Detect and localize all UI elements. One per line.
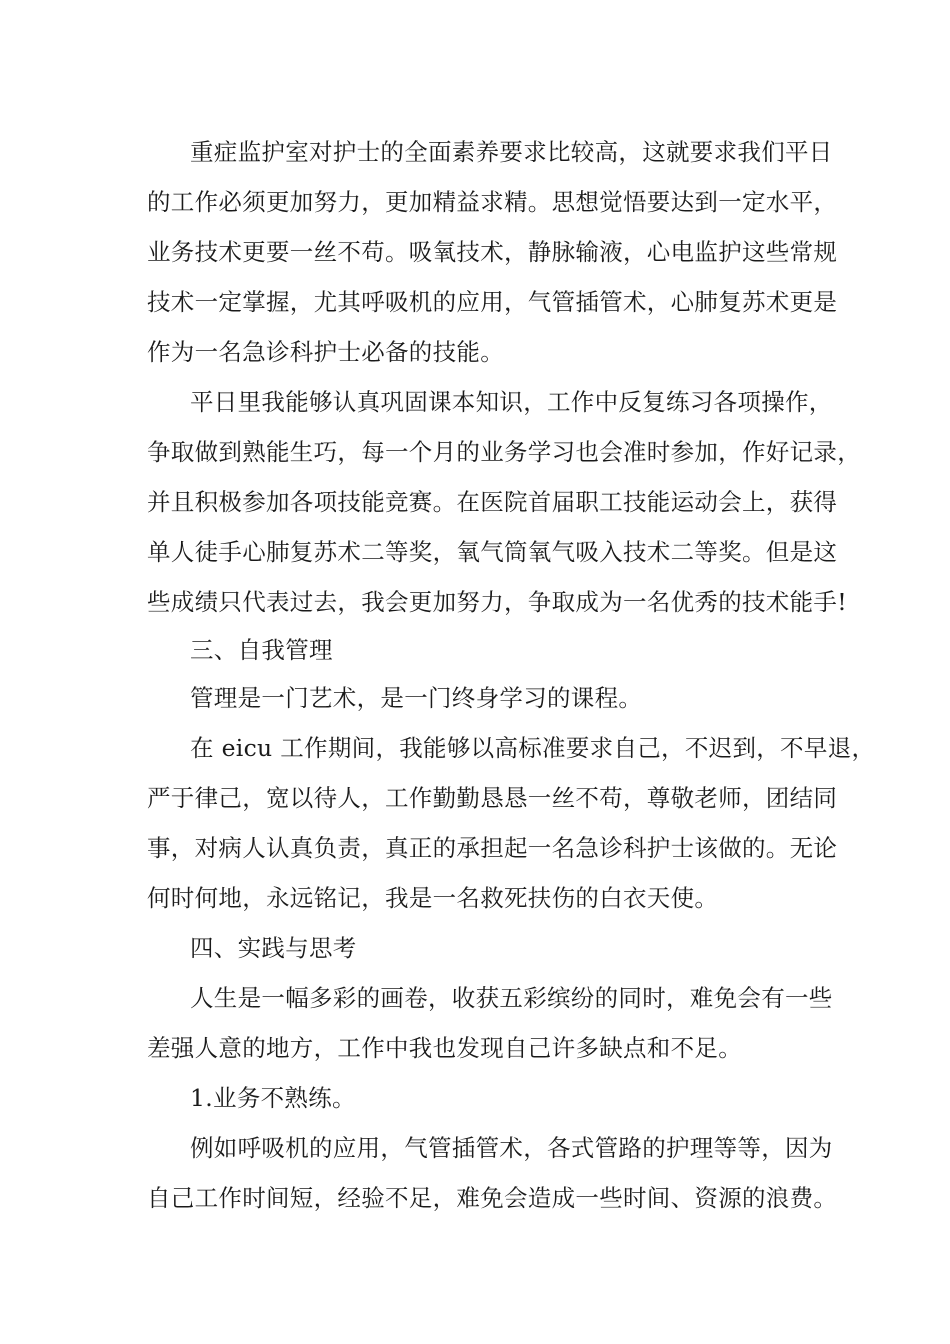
paragraph-line: 人生是一幅多彩的画卷，收获五彩缤纷的同时，难免会有一些: [190, 984, 833, 1012]
paragraph-line: 单人徒手心肺复苏术二等奖，氧气筒氧气吸入技术二等奖。但是这: [147, 538, 838, 566]
paragraph-line: 差强人意的地方，工作中我也发现自己许多缺点和不足。: [147, 1034, 742, 1062]
paragraph-line: 技术一定掌握，尤其呼吸机的应用，气管插管术，心肺复苏术更是: [147, 288, 838, 316]
paragraph-line: 在 eicu 工作期间，我能够以高标准要求自己，不迟到，不早退，: [190, 734, 876, 762]
paragraph-line: 平日里我能够认真巩固课本知识，工作中反复练习各项操作，: [190, 388, 833, 416]
paragraph-line: 严于律己，宽以待人，工作勤勤恳恳一丝不苟，尊敬老师，团结同: [147, 784, 838, 812]
paragraph-line: 业务技术更要一丝不苟。吸氧技术，静脉输液，心电监护这些常规: [147, 238, 838, 266]
paragraph-line: 些成绩只代表过去，我会更加努力，争取成为一名优秀的技术能手!: [147, 588, 847, 616]
paragraph-line: 并且积极参加各项技能竞赛。在医院首届职工技能运动会上，获得: [147, 488, 838, 516]
paragraph-line: 管理是一门艺术，是一门终身学习的课程。: [190, 684, 643, 712]
paragraph-line: 自己工作时间短，经验不足，难免会造成一些时间、资源的浪费。: [147, 1184, 838, 1212]
paragraph-line: 何时何地，永远铭记，我是一名救死扶伤的白衣天使。: [147, 884, 719, 912]
paragraph-line: 争取做到熟能生巧，每一个月的业务学习也会准时参加，作好记录，: [147, 438, 861, 466]
paragraph-line: 事，对病人认真负责，真正的承担起一名急诊科护士该做的。无论: [147, 834, 838, 862]
section-heading: 四、实践与思考: [190, 934, 357, 962]
paragraph-line: 的工作必须更加努力，更加精益求精。思想觉悟要达到一定水平，: [147, 188, 838, 216]
paragraph-line: 例如呼吸机的应用，气管插管术，各式管路的护理等等，因为: [190, 1134, 833, 1162]
paragraph-line: 重症监护室对护士的全面素养要求比较高，这就要求我们平日: [190, 138, 833, 166]
paragraph-line: 作为一名急诊科护士必备的技能。: [147, 338, 504, 366]
section-heading: 三、自我管理: [190, 636, 333, 664]
list-item-heading: 1.业务不熟练。: [190, 1084, 356, 1112]
